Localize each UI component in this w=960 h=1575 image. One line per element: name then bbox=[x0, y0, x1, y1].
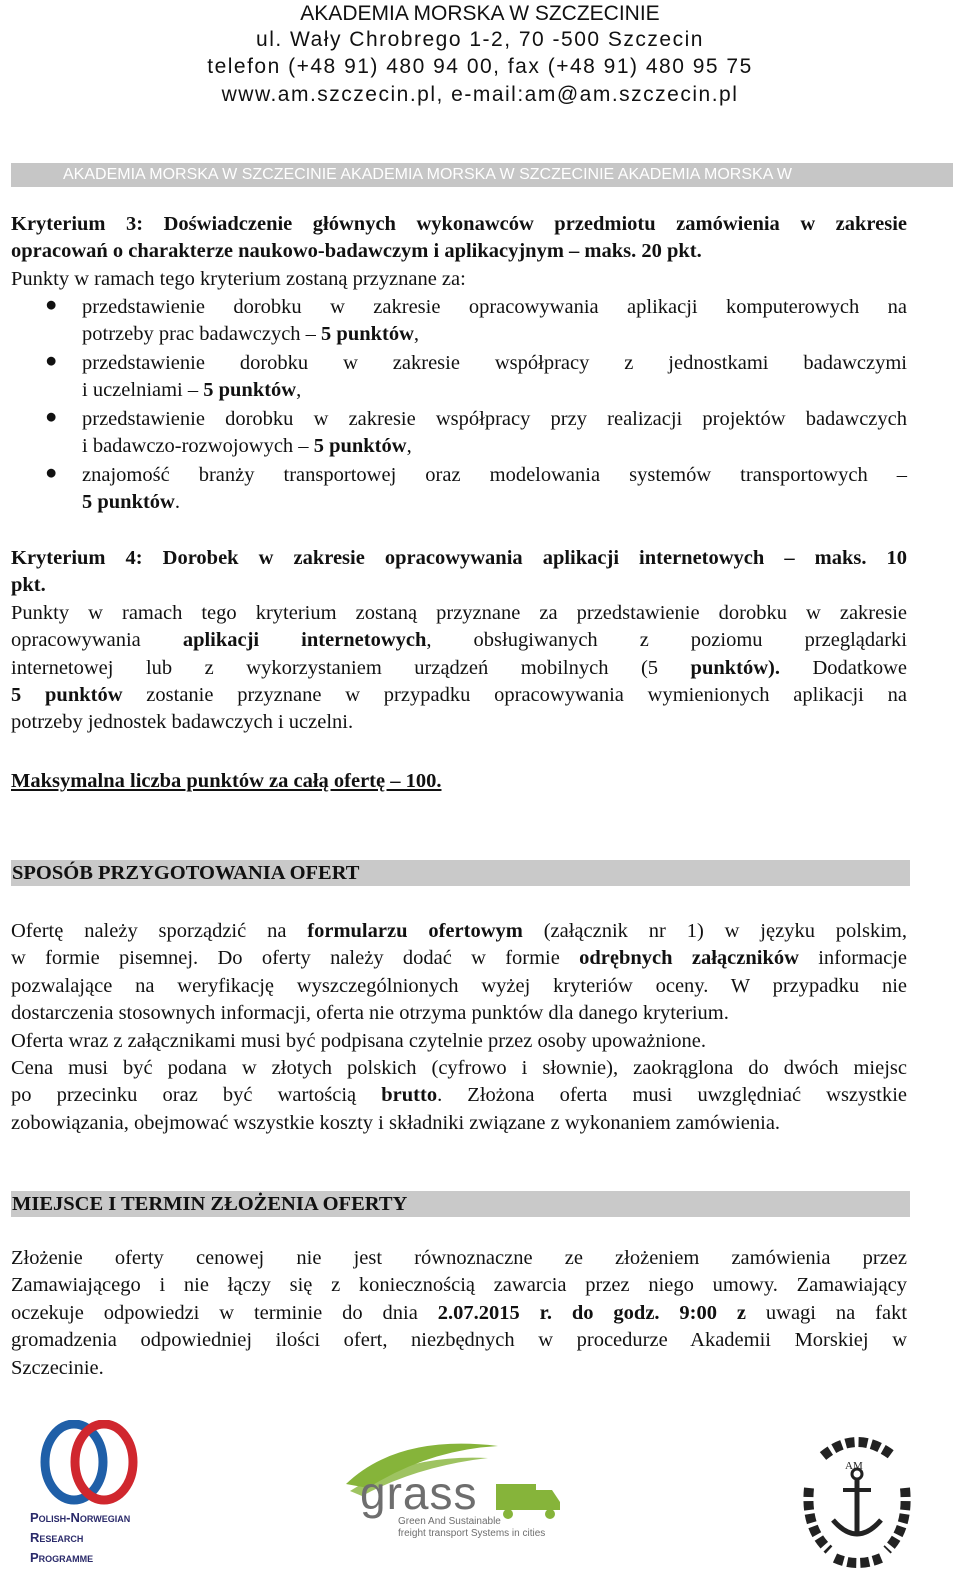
am-center-text: AM bbox=[845, 1460, 863, 1472]
s1-l6: Cena musi być podana w złotych polskich (cyfrowo i słownie), zaokrąglona do dwóch miejsc bbox=[11, 1057, 907, 1080]
k3-b2-points: 5 punktów bbox=[203, 379, 297, 402]
grass-name: grass bbox=[360, 1467, 478, 1519]
header-phone: telefon (+48 91) 480 94 00, fax (+48 91) 480 95 75 bbox=[207, 55, 753, 78]
k3-b2-line1: przedstawienie dorobku w zakresie współpracy z jednostkami badawczymi bbox=[82, 352, 907, 374]
s2-l3a: oczekuje odpowiedzi w terminie do dnia bbox=[11, 1301, 438, 1324]
max-points-text: Maksymalna liczba punktów za całą ofertę – 100. bbox=[11, 770, 442, 792]
k4-line3b: punktów). bbox=[690, 656, 780, 679]
section2-body bbox=[11, 1245, 907, 1382]
k4-line4b: zostanie przyznane w przypadku opracowywania wymienionych aplikacji na bbox=[122, 684, 907, 707]
header-web: www.am.szczecin.pl, e-mail:am@am.szczecin.pl bbox=[221, 83, 739, 106]
header-band: AKADEMIA MORSKA W SZCZECINIE AKADEMIA MORSKA W SZCZECINIE AKADEMIA MORSKA W bbox=[11, 163, 953, 187]
section1-body bbox=[11, 918, 907, 1137]
s1-l1b: formularzu ofertowym bbox=[307, 920, 523, 942]
bullet-icon: ● bbox=[45, 294, 58, 316]
s1-l3: pozwalające na weryfikację wyszczególnionych wyżej kryteriów oceny. W przypadku nie bbox=[11, 974, 907, 997]
k3-b4-punct: . bbox=[174, 491, 180, 514]
k4-line2a: opracowywania bbox=[11, 629, 141, 652]
k3-title bbox=[11, 211, 907, 293]
am-emblem-logo bbox=[795, 1428, 920, 1568]
k3-b4-points: 5 punktów bbox=[82, 491, 175, 514]
s1-l4: dostarczenia stosownych informacji, oferta nie otrzyma punktów dla danego kryterium. bbox=[11, 1002, 729, 1025]
k3-b1-text: potrzeby prac badawczych – bbox=[82, 323, 322, 346]
k3-b3-text: i badawczo-rozwojowych – bbox=[82, 435, 314, 458]
k3-bullet-3 bbox=[82, 406, 907, 461]
am-anchor-icon bbox=[795, 1428, 920, 1568]
bullet-icon: ● bbox=[45, 462, 58, 484]
k4-line2b: aplikacji internetowych bbox=[182, 629, 427, 652]
s1-l2c: informacje bbox=[798, 947, 907, 970]
k3-b1-punct: , bbox=[413, 323, 420, 346]
k3-bullet-2 bbox=[82, 350, 907, 405]
k4-line3c: Dodatkowe bbox=[812, 656, 908, 679]
s1-l7a: po przecinku oraz być wartością bbox=[11, 1084, 382, 1107]
k3-b2-punct: , bbox=[296, 379, 302, 402]
k4-line5: potrzeby jednostek badawczych i uczelni. bbox=[11, 711, 354, 734]
s1-l5: Oferta wraz z załącznikami musi być podpisana czytelnie przez osoby upoważnione. bbox=[11, 1029, 706, 1052]
section-heading-prepare: SPOSÓB PRZYGOTOWANIA OFERT bbox=[11, 860, 910, 886]
k3-bullet-1 bbox=[82, 294, 907, 349]
bullet-icon: ● bbox=[45, 406, 58, 428]
s2-l2: Zamawiającego i nie łączy się z koniecznością zawarcia przez niego umowy. Zamawiający bbox=[11, 1274, 907, 1297]
s1-l8: zobowiązania, obejmować wszystkie koszty i składniki związane z wykonaniem zamówienia. bbox=[11, 1111, 781, 1134]
k3-title-line2: opracowań o charakterze naukowo-badawczym i aplikacyjnym – maks. 20 pkt. bbox=[11, 240, 702, 263]
k4-block bbox=[11, 545, 907, 737]
k4-title-line2: pkt. bbox=[11, 574, 46, 597]
s1-l2a: w formie pisemnej. Do oferty należy dodać w formie bbox=[11, 947, 580, 970]
s2-l3c: uwagi na fakt bbox=[746, 1301, 908, 1324]
k3-b4-line1: znajomość branży transportowej oraz modelowania systemów transportowych – bbox=[82, 464, 907, 486]
k3-b1-line1: przedstawienie dorobku w zakresie opracowywania aplikacji komputerowych na bbox=[82, 296, 907, 318]
pn-line3: Programme bbox=[30, 1550, 94, 1565]
s1-l7b: brutto bbox=[381, 1084, 438, 1107]
k3-title-line1: Kryterium 3: Doświadczenie głównych wykonawców przedmiotu zamówienia w zakresie bbox=[11, 213, 907, 235]
s1-l1a: Ofertę należy sporządzić na bbox=[11, 920, 308, 942]
max-points bbox=[11, 768, 907, 795]
grass-tag1: Green And Sustainable bbox=[398, 1516, 501, 1527]
k4-line3a: internetowej lub z wykorzystaniem urządzeń mobilnych (5 bbox=[11, 656, 659, 679]
polish-norwegian-logo bbox=[28, 1420, 178, 1570]
s1-l7c: . Złożona oferta musi uwzględniać wszystkie bbox=[437, 1084, 907, 1107]
k3-intro: Punkty w ramach tego kryterium zostaną przyznane za: bbox=[11, 267, 466, 290]
k4-title-line1: Kryterium 4: Dorobek w zakresie opracowywania aplikacji internetowych – maks. 10 bbox=[11, 547, 907, 569]
k3-b3-points: 5 punktów bbox=[313, 435, 407, 458]
section-heading-deadline: MIEJSCE I TERMIN ZŁOŻENIA OFERTY bbox=[11, 1191, 910, 1217]
k3-bullet-4 bbox=[82, 462, 907, 517]
s2-l5: Szczecinie. bbox=[11, 1356, 104, 1379]
grass-tag2: freight transport Systems in cities bbox=[398, 1528, 546, 1539]
s2-l3b: 2.07.2015 r. do godz. 9:00 z bbox=[437, 1301, 747, 1324]
s2-l4: gromadzenia odpowiedniej ilości ofert, niezbędnych w procedurze Akademii Morskiej w bbox=[11, 1329, 907, 1352]
k3-b2-text: i uczelniami – bbox=[82, 379, 204, 402]
bullet-icon: ● bbox=[45, 350, 58, 372]
pn-line2: Research bbox=[30, 1530, 84, 1545]
k4-line2c: , obsługiwanych z poziomu przeglądarki bbox=[426, 629, 908, 652]
header-org: AKADEMIA MORSKA W SZCZECINIE bbox=[300, 2, 660, 25]
s2-l1: Złożenie oferty cenowej nie jest równoznaczne ze złożeniem zamówienia przez bbox=[11, 1247, 907, 1269]
k4-line4a: 5 punktów bbox=[11, 684, 123, 707]
s1-l1c: (załącznik nr 1) w języku polskim, bbox=[522, 920, 907, 942]
header-address: ul. Wały Chrobrego 1-2, 70 -500 Szczecin bbox=[256, 28, 704, 51]
k3-b1-points: 5 punktów bbox=[321, 323, 414, 346]
pn-line1: Polish-Norwegian bbox=[30, 1510, 131, 1525]
k3-b3-punct: , bbox=[406, 435, 412, 458]
k3-b3-line1: przedstawienie dorobku w zakresie współpracy przy realizacji projektów badawczych bbox=[82, 408, 907, 430]
k4-line1: Punkty w ramach tego kryterium zostaną przyznane za przedstawienie dorobku w zakresie bbox=[11, 601, 907, 624]
grass-logo bbox=[338, 1436, 568, 1546]
s1-l2b: odrębnych załączników bbox=[579, 947, 799, 970]
